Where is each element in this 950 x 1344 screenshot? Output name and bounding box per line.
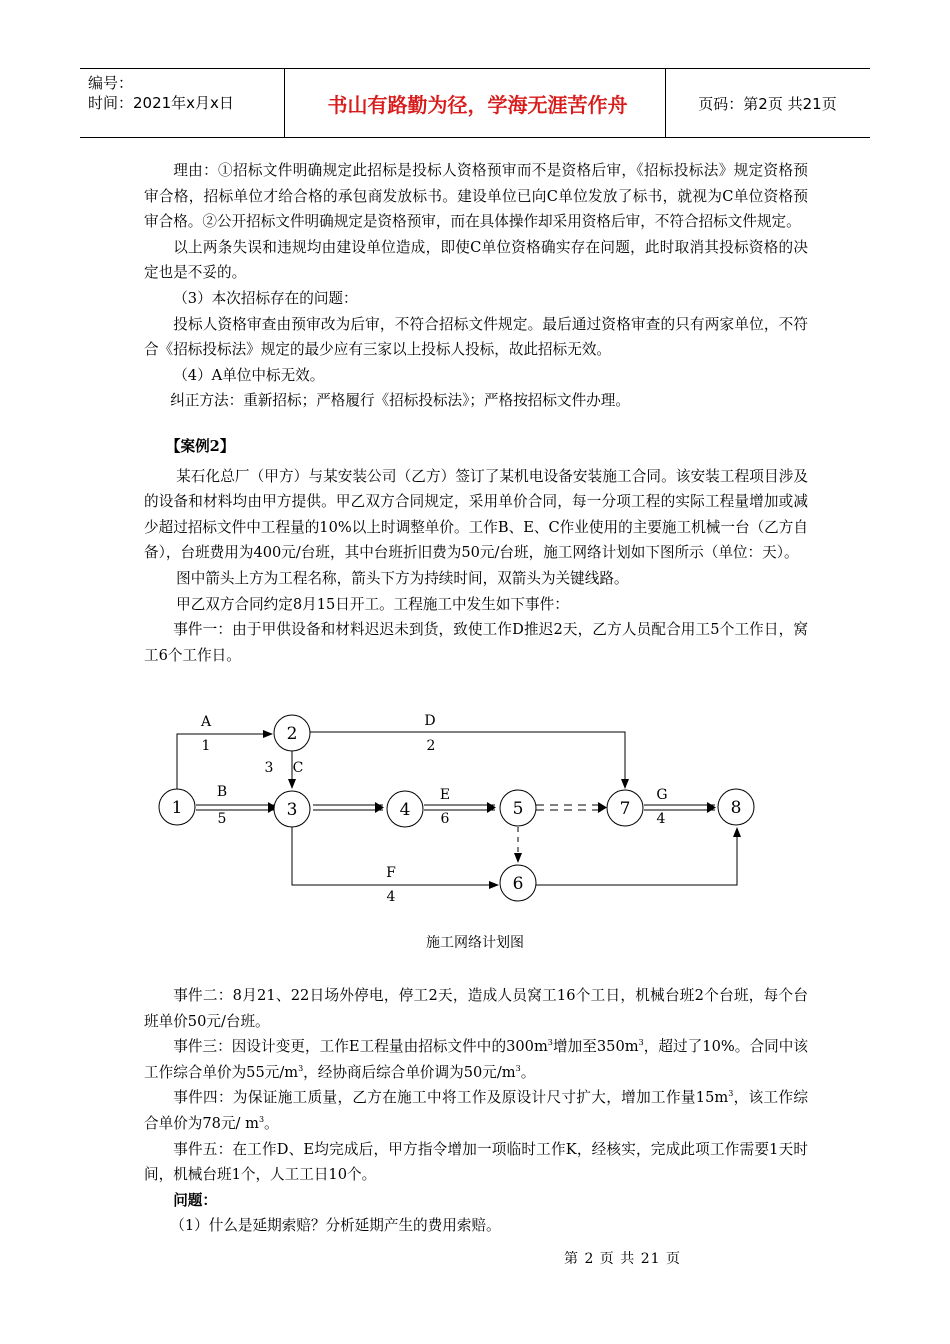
main-text <box>144 158 808 668</box>
activity-duration: 5 <box>217 811 227 827</box>
paragraph: （3）本次招标存在的问题： <box>173 289 358 307</box>
arrow-68 <box>536 828 737 885</box>
arrow-g-head <box>707 803 715 813</box>
arrow-e-head <box>487 803 495 813</box>
paragraph: 某石化总厂（甲方）与某安装公司（乙方）签订了某机电设备安装施工合同。该安装工程项目涉及的设备和材料均由甲方提供。甲乙双方合同规定，采用单价合同，每一分项工程的实际工程量增加或减少超过招标文件中工程量的10%以上时调整单价。工作B、E、C作业使用的主要施工机械一台（乙方自备），台班费用为400元/台班，其中台班折旧费为50元/台班，施工网络计划如下图所示（单位：天）。 <box>144 467 808 562</box>
activity-duration: 1 <box>201 738 211 754</box>
paragraph: 图中箭头上方为工程名称，箭头下方为持续时间，双箭头为关键线路。 <box>176 569 629 587</box>
arrow-d <box>310 732 625 788</box>
arrow-a <box>177 734 272 790</box>
node-label: 7 <box>619 799 631 819</box>
activity-duration: 4 <box>656 811 666 827</box>
header-motto: 书山有路勤为径，学海无涯苦作舟 <box>327 92 628 117</box>
activity-name: F <box>386 865 396 881</box>
activity-name: C <box>292 760 304 776</box>
activity-name: D <box>424 713 436 729</box>
node-label: 4 <box>399 800 411 820</box>
diagram-caption: 施工网络计划图 <box>426 935 524 951</box>
arrow-34-head <box>375 803 383 813</box>
node-label: 1 <box>171 798 183 818</box>
time-label: 时间：2021年x月x日 <box>88 94 234 112</box>
activity-duration: 4 <box>386 889 396 905</box>
node-label: 6 <box>512 874 524 894</box>
question-label: 问题： <box>173 1191 217 1209</box>
node-label: 2 <box>286 724 298 744</box>
event-3: 事件三：因设计变更，工作E工程量由招标文件中的$300m^3$增加至$350m^3$，超过了10%。合同中该工作综合单价为55元$/m^3$，经协商后综合单价调为50元$/m^3$。 <box>144 1038 808 1081</box>
activity-name: G <box>656 787 668 803</box>
question-1: （1）什么是延期索赔？分析延期产生的费用索赔。 <box>170 1217 501 1235</box>
event-2: 事件二：8月21、22日场外停电，停工2天，造成人员窝工16个工日，机械台班2个台班，每个台班单价50元/台班。 <box>144 987 808 1030</box>
activity-name: A <box>200 714 212 730</box>
paragraph: 甲乙双方合同约定8月15日开工。工程施工中发生如下事件： <box>176 595 569 613</box>
header-divider <box>284 69 285 137</box>
event-4: 事件四：为保证施工质量，乙方在施工中将工作及原设计尺寸扩大，增加工作量$15m^3$，该工作综合单价为78元/ $m^3$。 <box>144 1089 808 1132</box>
paragraph: （4）A单位中标无效。 <box>173 366 325 384</box>
event-5: 事件五：在工作D、E均完成后，甲方指令增加一项临时工作K，经核实，完成此项工作需要1天时间，机械台班1个，人工工日10个。 <box>144 1140 808 1184</box>
node-label: 5 <box>512 799 524 819</box>
header-page-info: 页码：第2页 共21页 <box>698 94 837 113</box>
activity-duration: 2 <box>426 738 436 754</box>
paragraph: 纠正方法：重新招标；严格履行《招标投标法》；严格按招标文件办理。 <box>170 392 630 410</box>
node-label: 8 <box>730 798 742 818</box>
paragraph: 以上两条失误和违规均由建设单位造成，即使C单位资格确实存在问题，此时取消其投标资格的决定也是不妥的。 <box>144 238 808 282</box>
activity-duration: 3 <box>264 760 274 776</box>
node-label: 3 <box>286 800 298 820</box>
paragraph: 事件一：由于甲供设备和材料迟迟未到货，致使工作D推迟2天，乙方人员配合用工5个工作日，窝工6个工作日。 <box>144 621 808 664</box>
paragraph: 投标人资格审查由预审改为后审，不符合招标文件规定。最后通过资格审查的只有两家单位，不符合《招标投标法》规定的最少应有三家以上投标人投标，故此招标无效。 <box>144 315 808 359</box>
page-footer: 第 2 页 共 21 页 <box>564 1251 681 1267</box>
header-left <box>88 73 234 113</box>
events-text <box>144 983 808 1239</box>
dummy-57-head <box>598 803 606 813</box>
network-diagram <box>150 705 770 925</box>
case-heading: 【案例2】 <box>165 437 235 455</box>
activity-name: E <box>439 787 451 803</box>
activity-name: B <box>216 784 228 800</box>
page-header <box>80 68 870 138</box>
paragraph: 理由：①招标文件明确规定此招标是投标人资格预审而不是资格后审，《招标投标法》规定资格预审合格，招标单位才给合格的承包商发放标书。建设单位已向C单位发放了标书，就视为C单位资格预审合格。②公开招标文件明确规定是资格预审，而在具体操作却采用资格后审，不符合招标文件规定。 <box>144 162 808 231</box>
activity-duration: 6 <box>440 811 450 827</box>
number-label: 编号： <box>88 74 134 92</box>
